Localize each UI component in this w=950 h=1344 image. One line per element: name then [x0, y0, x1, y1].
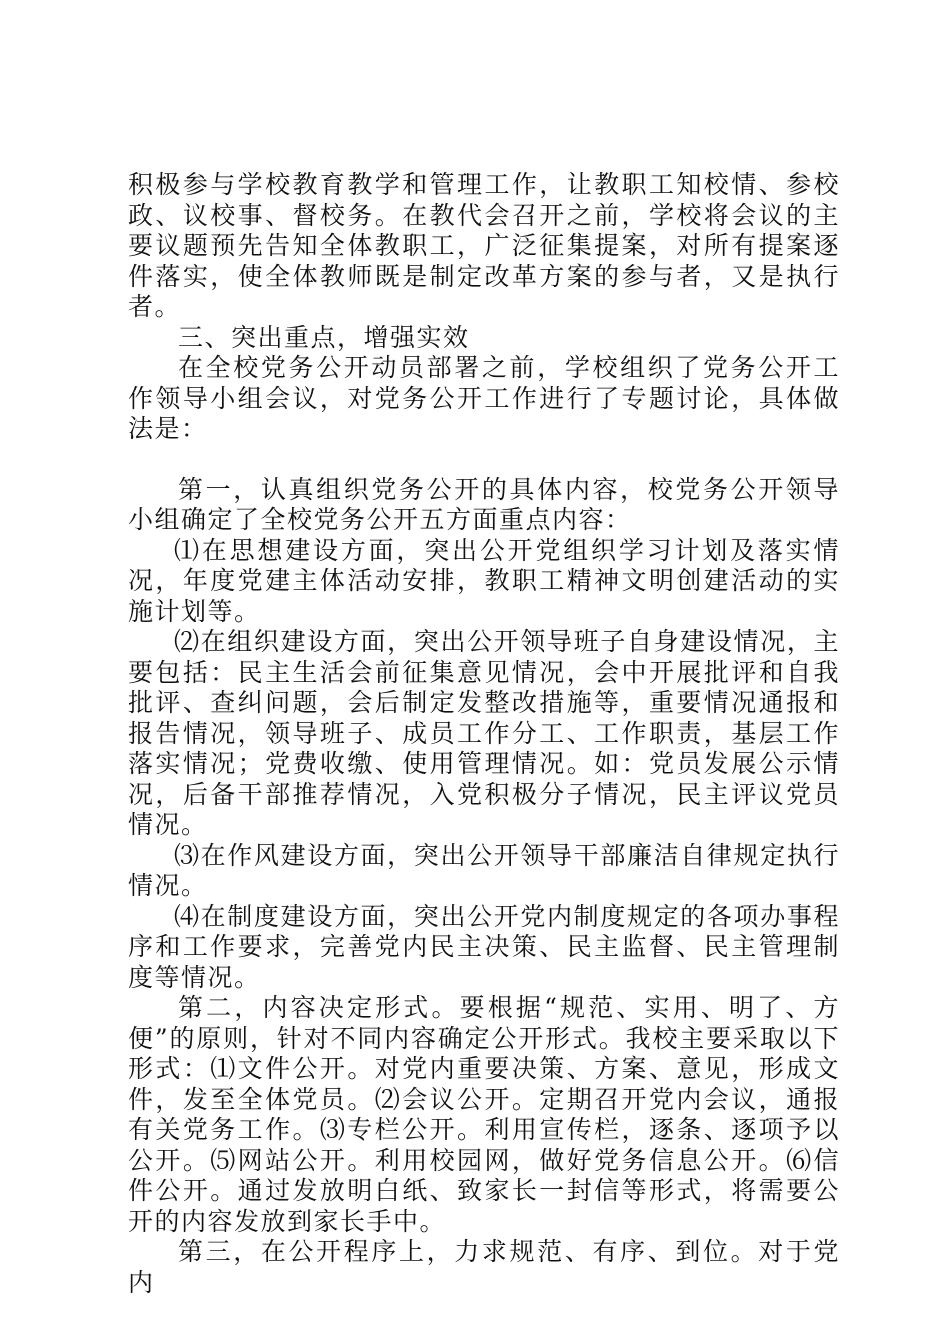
list-item-conduct: ⑶在作风建设方面，突出公开领导干部廉洁自律规定执行情况。	[128, 840, 840, 900]
paragraph-second: 第二，内容决定形式。要根据“规范、实用、明了、方便”的原则，针对不同内容确定公开形式。我校主要采取以下形式：⑴文件公开。对党内重要决策、方案、意见，形成文件，发至全体党员。⑵会议公开。定期召开党内会议，通报有关党务工作。⑶专栏公开。利用宣传栏，逐条、逐项予以公开。⑸网站公开。利用校园网，做好党务信息公开。⑹信件公开。通过发放明白纸、致家长一封信等形式，将需要公开的内容发放到家长手中。	[128, 993, 840, 1236]
list-item-system: ⑷在制度建设方面，突出公开党内制度规定的各项办事程序和工作要求，完善党内民主决策、民主监督、民主管理制度等情况。	[128, 901, 840, 992]
paragraph-participation: 积极参与学校教育教学和管理工作，让教职工知校情、参校政、议校事、督校务。在教代会召开之前，学校将会议的主要议题预先告知全体教职工，广泛征集提案，对所有提案逐件落实，使全体教师既是制定改革方案的参与者，又是执行者。	[128, 170, 840, 321]
list-item-organization: ⑵在组织建设方面，突出公开领导班子自身建设情况，主要包括：民主生活会前征集意见情况，会中开展批评和自我批评、查纠问题，会后制定发整改措施等，重要情况通报和报告情况，领导班子、成员工作分工、工作职责，基层工作落实情况；党费收缴、使用管理情况。如：党员发展公示情况，后备干部推荐情况，入党积极分子情况，民主评议党员情况。	[128, 627, 840, 839]
paragraph-gap	[128, 445, 840, 475]
paragraph-first: 第一，认真组织党务公开的具体内容，校党务公开领导小组确定了全校党务公开五方面重点内容：	[128, 474, 840, 534]
list-item-ideology: ⑴在思想建设方面，突出公开党组织学习计划及落实情况，年度党建主体活动安排，教职工精神文明创建活动的实施计划等。	[128, 535, 840, 626]
paragraph-meeting: 在全校党务公开动员部署之前，学校组织了党务公开工作领导小组会议，对党务公开工作进行了专题讨论，具体做法是：	[128, 353, 840, 443]
document-body	[128, 170, 840, 1298]
section-heading-three: 三、突出重点，增强实效	[178, 322, 470, 352]
paragraph-third: 第三，在公开程序上，力求规范、有序、到位。对于党内	[128, 1237, 840, 1297]
